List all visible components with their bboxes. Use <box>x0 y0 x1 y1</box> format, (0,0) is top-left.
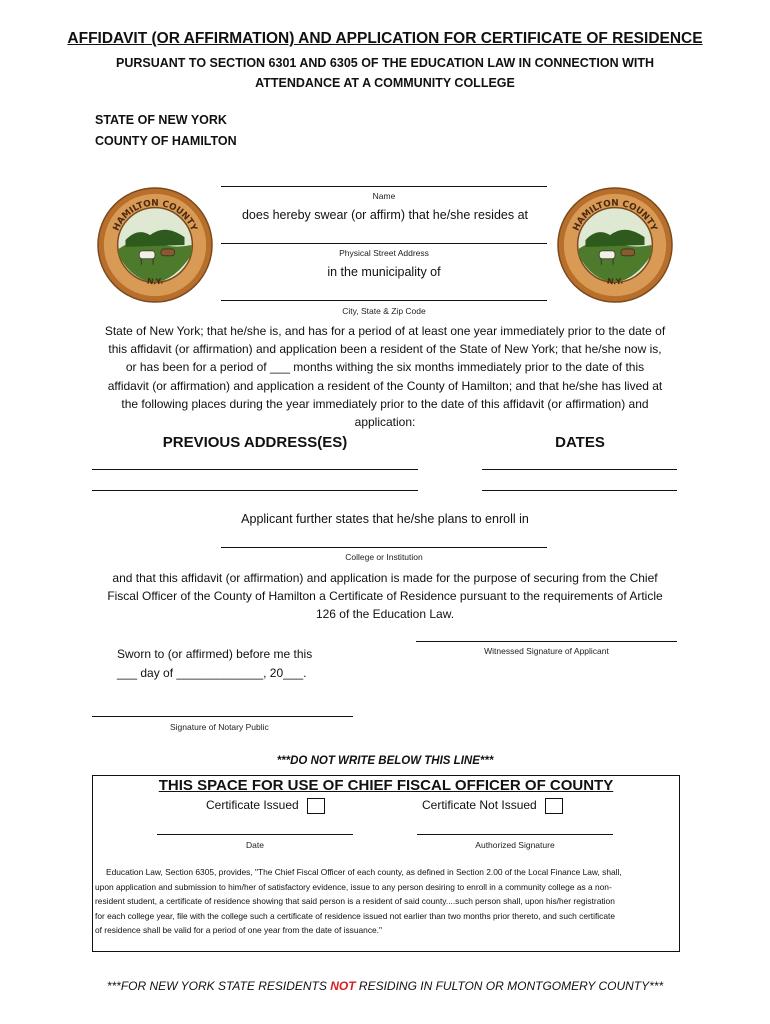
official-use-title: THIS SPACE FOR USE OF CHIEF FISCAL OFFICER OF COUNTY <box>158 777 614 794</box>
law-line-3: resident student, a certificate of residence showing that said person is a resident of said county....such person shall, upon his/her registration <box>95 896 615 906</box>
dates-header: DATES <box>555 434 605 451</box>
svg-text:N.Y. <box>146 276 163 286</box>
authorized-signature-line[interactable] <box>417 834 613 835</box>
applicant-signature-line[interactable] <box>416 641 677 642</box>
venue-block <box>95 110 237 152</box>
authorized-signature-caption: Authorized Signature <box>475 840 555 850</box>
law-line-1: Education Law, Section 6305, provides, "The Chief Fiscal Officer of each county, as defined in Section 2.00 of the Local Finance Law, shall, <box>106 867 622 877</box>
education-law-quote <box>95 865 677 938</box>
city-state-zip-caption: City, State & Zip Code <box>342 306 426 316</box>
seal-left-top-text: HAMILTON COUNTY <box>111 198 199 233</box>
residency-line-6: application: <box>354 415 416 430</box>
certificate-issued-field <box>206 798 325 814</box>
purpose-line-2: Fiscal Officer of the County of Hamilton a Certificate of Residence pursuant to the requirements of Article <box>107 589 663 604</box>
municipality-text: in the municipality of <box>327 265 441 279</box>
venue-county: COUNTY OF HAMILTON <box>95 134 237 148</box>
seal-right-top-text: HAMILTON COUNTY <box>571 198 659 233</box>
dates-line-2[interactable] <box>482 490 677 491</box>
dates-line-1[interactable] <box>482 469 677 470</box>
residency-line-5: the following places during the year immediately prior to the date of this affidavit (or affirmation) and <box>121 396 649 411</box>
residency-line-2: this affidavit (or affirmation) and application been a resident of the State of New York; that he/she now is, <box>108 342 662 357</box>
name-caption: Name <box>372 191 396 201</box>
certificate-not-issued-checkbox[interactable] <box>545 798 563 814</box>
residency-paragraph <box>75 322 695 431</box>
sworn-statement <box>117 645 312 683</box>
purpose-paragraph <box>75 569 695 624</box>
previous-addresses-header: PREVIOUS ADDRESS(ES) <box>162 434 348 451</box>
applicant-signature-caption: Witnessed Signature of Applicant <box>484 646 609 656</box>
law-line-4: for each college year, file with the college such a certificate of residence issued not earlier than two months prior thereto, and such certificate <box>95 910 615 921</box>
enrollment-text: Applicant further states that he/she plans to enroll in <box>241 512 529 526</box>
county-seal-right-icon <box>556 186 674 304</box>
residency-line-1: State of New York; that he/she is, and has for a period of at least one year immediately prior to the date of <box>104 324 666 338</box>
sworn-line-2: ___ day of _____________, 20___. <box>117 666 307 680</box>
street-address-line[interactable] <box>221 243 547 244</box>
residency-line-3: or has been for a period of ___ months withing the six months immediately prior to the date of this <box>125 360 645 375</box>
official-use-box <box>92 775 680 952</box>
document-subtitle <box>60 53 710 93</box>
purpose-line-1: and that this affidavit (or affirmation) and application is made for the purpose of securing from the Chief <box>112 571 658 585</box>
date-line[interactable] <box>157 834 353 835</box>
notary-signature-caption: Signature of Notary Public <box>170 722 269 732</box>
street-address-caption: Physical Street Address <box>339 248 429 258</box>
county-seal-left-icon <box>96 186 214 304</box>
certificate-issued-checkbox[interactable] <box>307 798 325 814</box>
law-line-5: of residence shall be valid for a period of one year from the date of issuance." <box>95 925 382 935</box>
previous-address-line-1[interactable] <box>92 469 418 470</box>
document-title: AFFIDAVIT (OR AFFIRMATION) AND APPLICATION FOR CERTIFICATE OF RESIDENCE <box>67 30 703 47</box>
purpose-line-3: 126 of the Education Law. <box>315 607 455 622</box>
certificate-not-issued-label: Certificate Not Issued <box>422 798 537 813</box>
subtitle-line-2: ATTENDANCE AT A COMMUNITY COLLEGE <box>255 76 515 90</box>
notary-signature-line[interactable] <box>92 716 353 717</box>
certificate-not-issued-field <box>422 798 563 814</box>
name-line[interactable] <box>221 186 547 187</box>
footer-notice <box>0 979 770 993</box>
do-not-write-notice: ***DO NOT WRITE BELOW THIS LINE*** <box>276 755 494 767</box>
subtitle-line-1: PURSUANT TO SECTION 6301 AND 6305 OF THE EDUCATION LAW IN CONNECTION WITH <box>115 56 654 70</box>
certificate-issued-label: Certificate Issued <box>206 798 299 813</box>
seal-left-bottom-text: N.Y. <box>146 276 164 287</box>
venue-state: STATE OF NEW YORK <box>95 113 227 127</box>
college-line[interactable] <box>221 547 547 548</box>
residency-line-4: affidavit (or affirmation) and application a resident of the County of Hamilton; and that he/she has lived at <box>107 378 663 393</box>
seal-right-bottom-text: N.Y. <box>606 276 624 287</box>
footer-suffix: RESIDING IN FULTON OR MONTGOMERY COUNTY*** <box>355 979 664 993</box>
previous-address-line-2[interactable] <box>92 490 418 491</box>
swear-text: does hereby swear (or affirm) that he/she resides at <box>241 208 529 222</box>
city-state-zip-line[interactable] <box>221 300 547 301</box>
date-caption: Date <box>246 840 264 850</box>
svg-text:N.Y. <box>606 276 623 286</box>
sworn-line-1: Sworn to (or affirmed) before me this <box>117 647 313 661</box>
footer-emphasis: NOT <box>330 979 356 993</box>
college-caption: College or Institution <box>345 552 423 562</box>
footer-prefix: ***FOR NEW YORK STATE RESIDENTS <box>106 979 331 993</box>
law-line-2: upon application and submission to him/her of satisfactory evidence, issue to any person desiring to enroll in a community college as a non- <box>95 881 612 892</box>
